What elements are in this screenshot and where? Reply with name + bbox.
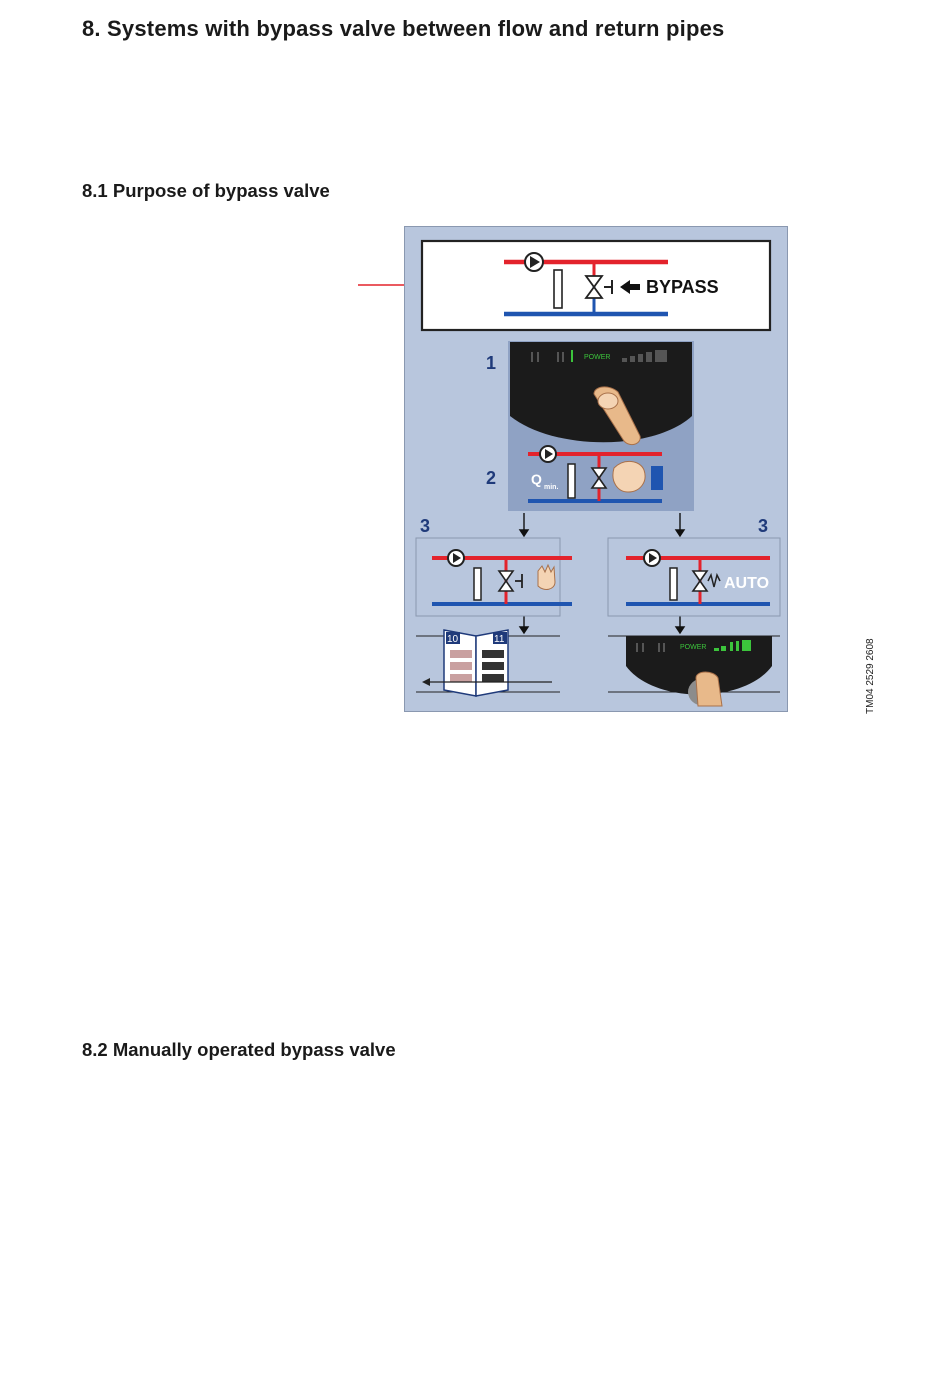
svg-text:3: 3 xyxy=(758,516,769,536)
svg-text:2: 2 xyxy=(486,468,497,488)
svg-text:1: 1 xyxy=(486,353,497,373)
svg-text:Q: Q xyxy=(531,471,542,487)
svg-text:min.: min. xyxy=(544,484,559,491)
figure-code: TM04 2529 2608 xyxy=(865,638,876,714)
section-heading-purpose: 8.1 Purpose of bypass valve xyxy=(82,180,330,201)
svg-text:3: 3 xyxy=(420,516,431,536)
svg-text:AUTO: AUTO xyxy=(724,575,770,592)
bypass-schematic xyxy=(422,241,770,330)
flowmeter-icon xyxy=(554,270,562,308)
svg-text:POWER: POWER xyxy=(680,644,707,651)
page-title: 8. Systems with bypass valve between flow and return pipes xyxy=(82,16,725,41)
section-heading-manual: 8.2 Manually operated bypass valve xyxy=(82,1039,396,1060)
hand-icon xyxy=(613,461,645,492)
hand-icon xyxy=(538,565,555,589)
svg-text:10: 10 xyxy=(447,634,459,645)
svg-text:11: 11 xyxy=(494,634,505,645)
svg-text:BYPASS: BYPASS xyxy=(646,277,719,297)
bypass-valve-illustration xyxy=(404,226,788,712)
svg-text:POWER: POWER xyxy=(584,354,611,361)
step3-auto-schematic xyxy=(608,538,780,616)
step3-manual-schematic xyxy=(416,538,572,616)
